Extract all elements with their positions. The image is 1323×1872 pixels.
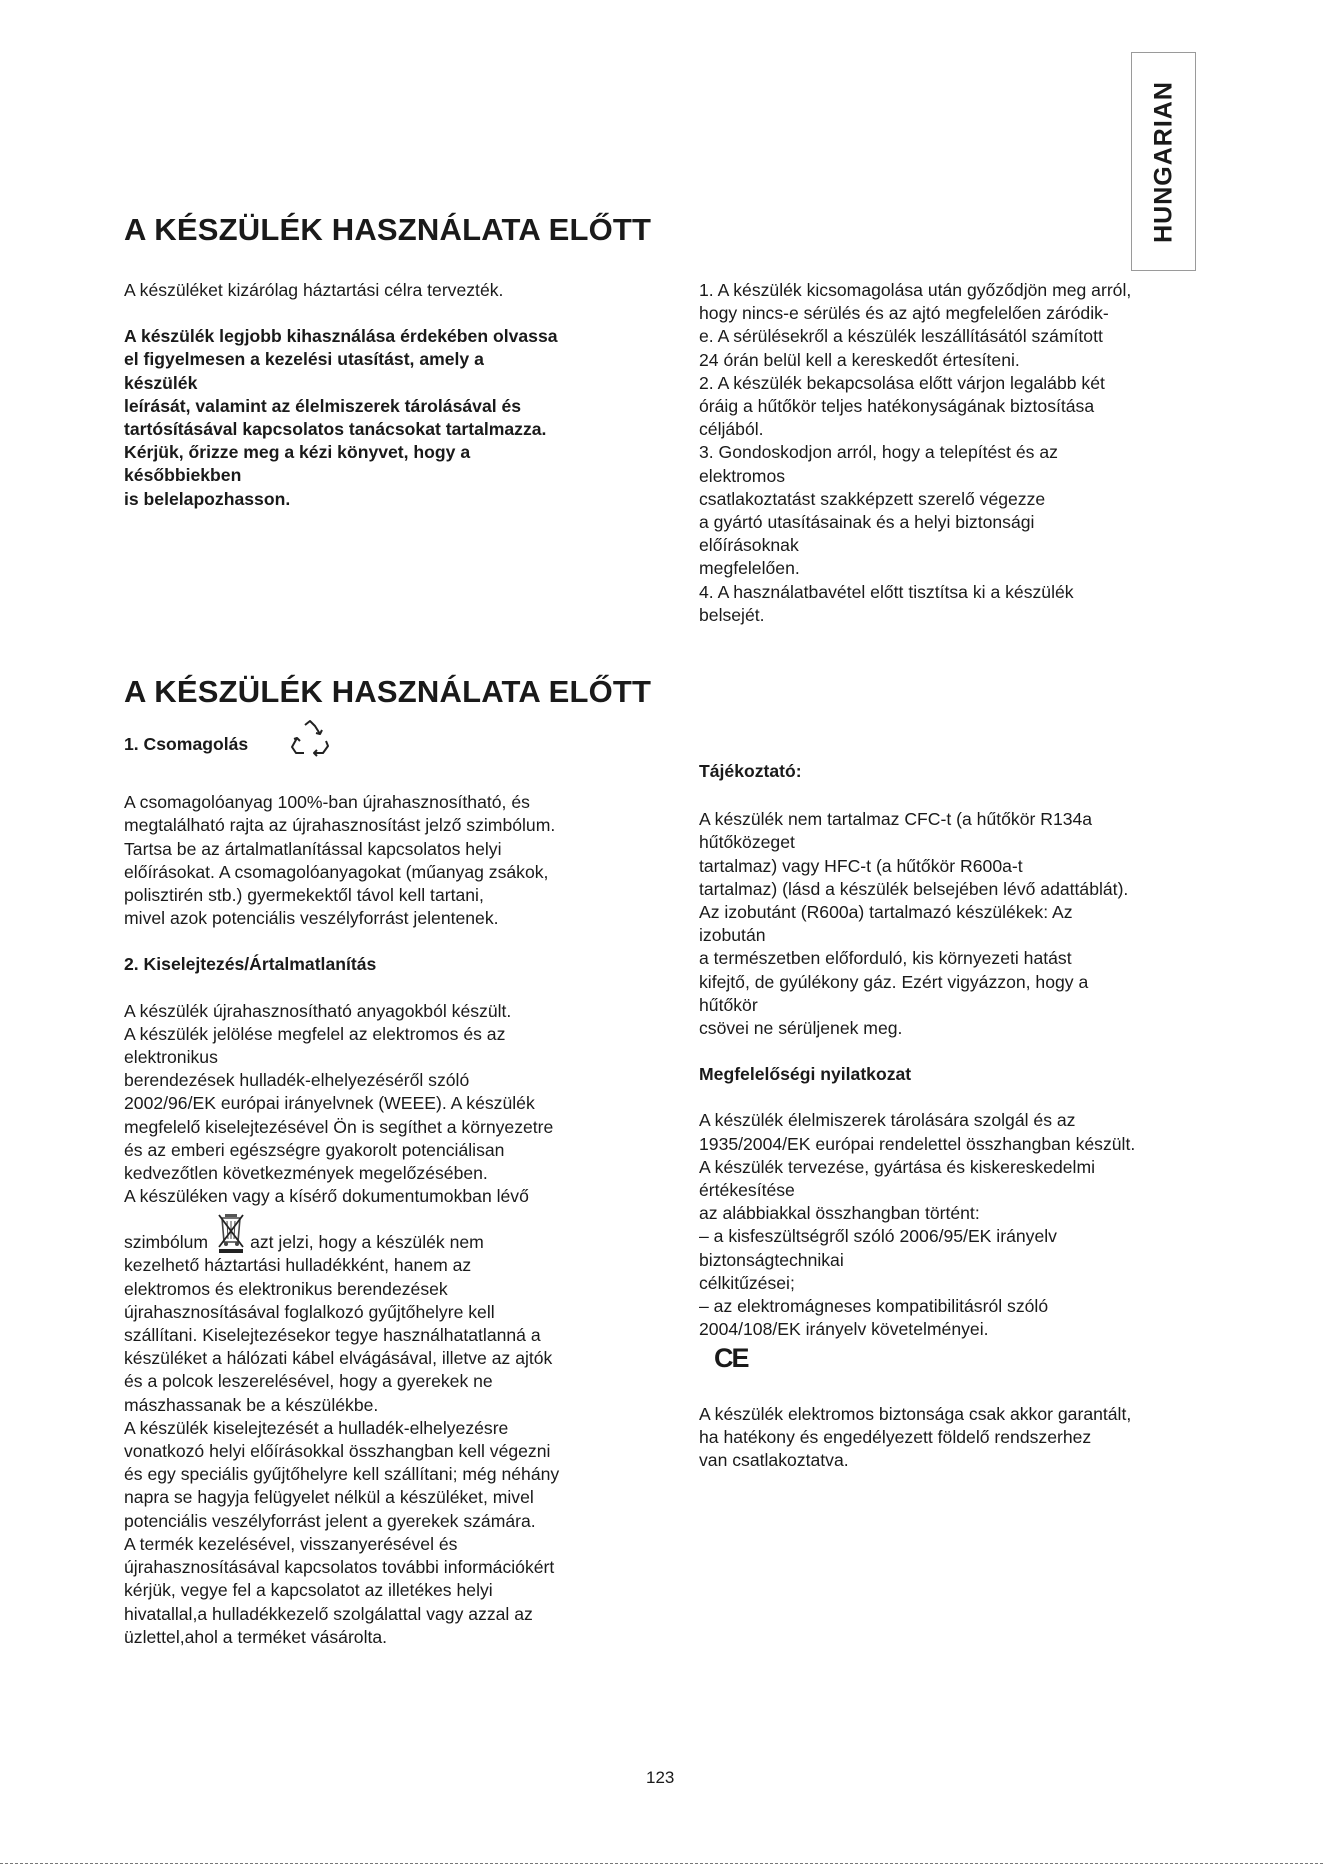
packaging-line: előírásokat. A csomagolóanyagokat (műanyag zsákok, xyxy=(124,861,549,882)
section1-left-column xyxy=(124,279,654,511)
disposal-heading: 2. Kiselejtezés/Ártalmatlanítás xyxy=(124,954,377,975)
advice-line: Kérjük, őrizze meg a kézi könyvet, hogy a xyxy=(124,442,471,463)
info-line: hűtőkör xyxy=(699,994,758,1015)
safety-line: van csatlakoztatva. xyxy=(699,1450,849,1471)
step-line: a gyártó utasításainak és a helyi biztonsági xyxy=(699,512,1035,533)
crossed-out-bin-icon xyxy=(216,1212,246,1254)
step-line: 24 órán belül kell a kereskedőt értesíteni. xyxy=(699,349,1020,370)
packaging-line: Tartsa be az ártalmatlanítással kapcsolatos helyi xyxy=(124,838,502,859)
bottom-divider xyxy=(0,1863,1323,1864)
step-line: 1. A készülék kicsomagolása után győződjön meg arról, xyxy=(699,280,1132,300)
packaging-line: megtalálható rajta az újrahasznosítást jelző szimbólum. xyxy=(124,815,556,836)
safety-line: A készülék elektromos biztonsága csak akkor garantált, xyxy=(699,1404,1132,1424)
step-line: belsejét. xyxy=(699,604,765,625)
step-line: csatlakoztatást szakképzett szerelő végezze xyxy=(699,488,1046,509)
disposal-line: újrahasznosításával foglalkozó gyűjtőhelyre kell xyxy=(124,1301,495,1322)
conformity-line: A készülék tervezése, gyártása és kiskereskedelmi xyxy=(699,1156,1096,1177)
symbol-word: szimbólum xyxy=(124,1232,209,1253)
info-line: Az izobutánt (R600a) tartalmazó készülékek: Az xyxy=(699,902,1073,923)
conformity-heading: Megfelelőségi nyilatkozat xyxy=(699,1064,912,1085)
info-line: a természetben előforduló, kis környezeti hatást xyxy=(699,948,1072,969)
info-line: kifejtő, de gyúlékony gáz. Ezért vigyázzon, hogy a xyxy=(699,971,1089,992)
step-line: hogy nincs-e sérülés és az ajtó megfelelően záródik- xyxy=(699,303,1109,324)
packaging-text xyxy=(124,791,654,930)
disposal-line: szállítani. Kiselejtezésekor tegye használhatatlanná a xyxy=(124,1325,541,1346)
info-line: hűtőközeget xyxy=(699,832,795,853)
conformity-line: 2004/108/EK irányelv követelményei. xyxy=(699,1319,989,1340)
conformity-text xyxy=(699,1109,1219,1341)
advice-line: későbbiekben xyxy=(124,465,242,486)
step-line: előírásoknak xyxy=(699,535,799,556)
disposal-line: potenciális veszélyforrást jelent a gyerekek számára. xyxy=(124,1510,536,1531)
advice-line: el figyelmesen a kezelési utasítást, amely a xyxy=(124,349,484,370)
ce-mark: CE xyxy=(714,1343,748,1373)
reading-advice xyxy=(124,325,654,511)
step-line: 4. A használatbavétel előtt tisztítsa ki a készülék xyxy=(699,581,1074,602)
conformity-line: – a kisfeszültségről szóló 2006/95/EK irányelv xyxy=(699,1226,1057,1247)
info-line: izobután xyxy=(699,925,766,946)
packaging-line: polisztirén stb.) gyermekektől távol kell tartani, xyxy=(124,885,484,906)
info-text xyxy=(699,808,1219,1040)
disposal-line: A készüléken vagy a kísérő dokumentumokban lévő xyxy=(124,1186,529,1207)
disposal-line: és a polcok leszerelésével, hogy a gyerekek ne xyxy=(124,1371,493,1392)
info-line: A készülék nem tartalmaz CFC-t (a hűtőkör R134a xyxy=(699,809,1093,830)
conformity-line: az alábbiakkal összhangban történt: xyxy=(699,1203,980,1224)
disposal-line: mászhassanak be a készülékbe. xyxy=(124,1394,379,1415)
advice-line: A készülék legjobb kihasználása érdekében olvassa xyxy=(124,326,558,347)
disposal-line: újrahasznosításával kapcsolatos további információkért xyxy=(124,1557,555,1578)
recycle-icon xyxy=(289,719,331,759)
language-tab xyxy=(1131,52,1196,271)
language-tab-label: HUNGARIAN xyxy=(1149,80,1177,243)
disposal-line: elektromos és elektronikus berendezések xyxy=(124,1278,448,1299)
advice-line: leírását, valamint az élelmiszerek tárolásával és xyxy=(124,395,522,416)
disposal-line: A készülék jelölése megfelel az elektromos és az xyxy=(124,1023,506,1044)
disposal-line: elektronikus xyxy=(124,1047,218,1068)
step-line: megfelelően. xyxy=(699,558,800,579)
step-line: céljából. xyxy=(699,419,764,440)
disposal-line: A készülék újrahasznosítható anyagokból készült. xyxy=(124,1000,512,1021)
conformity-line: A készülék élelmiszerek tárolására szolgál és az xyxy=(699,1110,1076,1131)
disposal-line: A készülék kiselejtezését a hulladék-elhelyezésre xyxy=(124,1417,509,1438)
advice-line: készülék xyxy=(124,372,198,393)
disposal-line: vonatkozó helyi előírásokkal összhangban kell végezni xyxy=(124,1441,551,1462)
disposal-line: kezelhető háztartási hulladékként, hanem az xyxy=(124,1255,472,1276)
disposal-line: kedvezőtlen következmények megelőzésében. xyxy=(124,1163,488,1184)
symbol-rest: azt jelzi, hogy a készülék nem xyxy=(250,1232,484,1253)
info-line: csövei ne sérüljenek meg. xyxy=(699,1018,903,1039)
step-line: óráig a hűtőkör teljes hatékonyságának biztosítása xyxy=(699,396,1095,417)
disposal-line: 2002/96/EK európai irányelvnek (WEEE). A készülék xyxy=(124,1093,535,1114)
disposal-line: A termék kezelésével, visszanyerésével és xyxy=(124,1533,458,1554)
step-line: 3. Gondoskodjon arról, hogy a telepítést és az xyxy=(699,442,1058,463)
conformity-line: célkitűzései; xyxy=(699,1272,795,1293)
disposal-text xyxy=(124,1000,654,1649)
disposal-line: megfelelő kiselejtezésével Ön is segíthet a környezetre xyxy=(124,1116,554,1137)
disposal-line: berendezések hulladék-elhelyezéséről szóló xyxy=(124,1070,470,1091)
disposal-line: hivatallal,a hulladékkezelő szolgálattal vagy azzal az xyxy=(124,1603,533,1624)
conformity-line: biztonságtechnikai xyxy=(699,1249,844,1270)
conformity-line: értékesítése xyxy=(699,1180,795,1201)
section1-right-column xyxy=(699,279,1219,627)
disposal-line: napra se hagyja felügyelet nélkül a készüléket, mivel xyxy=(124,1487,534,1508)
advice-line: is belelapozhasson. xyxy=(124,488,291,509)
disposal-line: üzlettel,ahol a terméket vásárolta. xyxy=(124,1626,388,1647)
safety-note xyxy=(699,1403,1219,1473)
packaging-line: A csomagolóanyag 100%-ban újrahasznosítható, és xyxy=(124,792,530,813)
disposal-line: és az emberi egészségre gyakorolt potenciálisan xyxy=(124,1139,505,1160)
section1-title: A KÉSZÜLÉK HASZNÁLATA ELŐTT xyxy=(124,212,652,247)
section2-right-column xyxy=(699,760,1219,1341)
safety-line: ha hatékony és engedélyezett földelő rendszerhez xyxy=(699,1427,1092,1448)
step-line: e. A sérülésekről a készülék leszállításától számított xyxy=(699,326,1103,347)
step-line: 2. A készülék bekapcsolása előtt várjon legalább két xyxy=(699,372,1105,393)
section2-title: A KÉSZÜLÉK HASZNÁLATA ELŐTT xyxy=(124,674,652,709)
packaging-line: mivel azok potenciális veszélyforrást jelentenek. xyxy=(124,908,499,929)
info-line: tartalmaz) vagy HFC-t (a hűtőkör R600a-t xyxy=(699,855,1023,876)
advice-line: tartósításával kapcsolatos tanácsokat tartalmazza. xyxy=(124,419,547,440)
step-line: elektromos xyxy=(699,465,786,486)
disposal-line: kérjük, vegye fel a kapcsolatot az illetékes helyi xyxy=(124,1580,493,1601)
symbol-line xyxy=(124,1210,654,1254)
conformity-line: – az elektromágneses kompatibilitásról szóló xyxy=(699,1296,1049,1317)
intro-line: A készüléket kizárólag háztartási célra tervezték. xyxy=(124,280,504,300)
packaging-heading: 1. Csomagolás xyxy=(124,734,249,754)
disposal-line: és egy speciális gyűjtőhelyre kell szállítani; még néhány xyxy=(124,1464,560,1485)
section2-left-column xyxy=(124,733,654,1649)
info-line: tartalmaz) (lásd a készülék belsejében lévő adattáblát). xyxy=(699,878,1129,899)
page-number: 123 xyxy=(646,1768,675,1787)
conformity-line: 1935/2004/EK európai rendelettel összhangban készült. xyxy=(699,1133,1136,1154)
disposal-line: készüléket a hálózati kábel elvágásával, illetve az ajtók xyxy=(124,1348,553,1369)
info-heading: Tájékoztató: xyxy=(699,761,802,781)
